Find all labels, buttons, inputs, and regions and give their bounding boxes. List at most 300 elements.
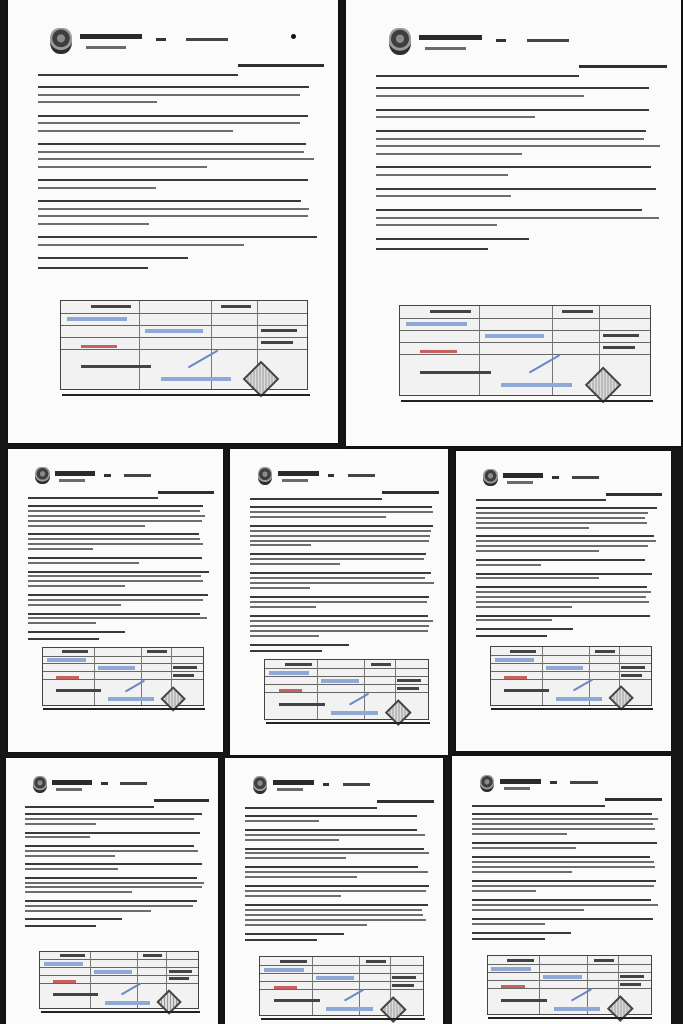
table-header-cell	[91, 305, 131, 308]
text-line	[250, 620, 433, 622]
table-cell	[556, 697, 602, 701]
text-line	[476, 615, 650, 617]
text-line	[476, 591, 652, 593]
text-line	[25, 877, 196, 879]
document-heading	[606, 493, 662, 496]
text-line	[28, 580, 203, 582]
text-line	[25, 918, 121, 920]
table-cell	[105, 1001, 150, 1005]
table-cell	[491, 967, 531, 971]
document-page-thumbnail[interactable]	[456, 451, 671, 751]
table-row	[43, 656, 203, 657]
table-cell	[321, 679, 359, 683]
text-line	[472, 932, 572, 934]
text-line	[250, 506, 432, 508]
text-line	[250, 615, 428, 617]
text-line	[472, 938, 545, 940]
text-line	[376, 130, 646, 132]
table-column	[552, 306, 553, 395]
text-line	[250, 606, 317, 608]
table-cell	[173, 666, 196, 669]
text-line	[476, 550, 600, 552]
reference-number	[348, 474, 376, 477]
text-line	[476, 573, 652, 575]
org-name	[278, 471, 319, 476]
title-line	[472, 805, 605, 807]
text-line	[472, 871, 572, 873]
text-line	[245, 885, 429, 887]
table-cell	[67, 317, 127, 321]
text-line	[28, 599, 203, 601]
text-line	[376, 95, 584, 97]
text-line	[245, 933, 344, 935]
text-line	[38, 215, 308, 217]
text-line	[28, 510, 200, 512]
text-line	[25, 891, 132, 893]
text-line	[476, 540, 657, 542]
text-line	[28, 622, 97, 624]
coat-of-arms-icon	[253, 776, 268, 793]
reference-label	[552, 476, 559, 479]
reference-number	[343, 783, 371, 786]
org-subtitle	[56, 788, 82, 791]
text-line	[28, 575, 202, 577]
org-name	[503, 473, 543, 478]
table-cell	[543, 975, 581, 979]
table-row	[260, 973, 423, 974]
coat-of-arms-icon	[483, 469, 497, 486]
text-line	[38, 179, 308, 181]
table-cell	[603, 334, 640, 337]
text-line	[245, 914, 423, 916]
text-line	[250, 553, 426, 555]
text-line	[472, 890, 536, 892]
table-cell	[501, 383, 572, 387]
text-line	[472, 861, 655, 863]
text-line	[376, 153, 522, 155]
text-line	[476, 512, 649, 514]
text-line	[472, 899, 651, 901]
text-line	[25, 882, 204, 884]
table-cell	[279, 703, 325, 706]
text-line	[472, 833, 567, 835]
text-line	[38, 257, 188, 259]
table-row	[488, 980, 651, 981]
document-page-thumbnail[interactable]	[346, 0, 681, 446]
table-cell	[603, 346, 635, 349]
table-row	[491, 663, 651, 664]
table-cell	[56, 689, 102, 692]
text-line	[38, 101, 157, 103]
text-line	[472, 909, 584, 911]
org-name	[55, 471, 95, 476]
table-column	[139, 301, 140, 389]
org-name	[419, 35, 482, 40]
table-column	[479, 306, 480, 395]
text-line	[38, 158, 314, 160]
table-cell	[161, 377, 231, 381]
text-line	[245, 857, 346, 859]
text-line	[476, 507, 657, 509]
table-cell	[554, 1007, 600, 1011]
reference-label	[156, 38, 166, 41]
text-line	[376, 238, 528, 240]
document-heading	[605, 798, 662, 801]
footer-line	[491, 708, 653, 710]
table-cell	[420, 350, 457, 353]
text-line	[376, 195, 510, 197]
text-line	[250, 525, 433, 527]
text-line	[250, 540, 429, 542]
text-line	[38, 200, 301, 202]
org-subtitle	[507, 481, 533, 484]
text-line	[38, 122, 300, 124]
reference-number	[120, 782, 147, 785]
text-line	[245, 839, 339, 841]
text-line	[250, 577, 425, 579]
text-line	[376, 209, 642, 211]
text-line	[38, 151, 304, 153]
text-line	[28, 557, 203, 559]
table-header-cell	[594, 959, 614, 962]
table-cell	[53, 980, 76, 983]
text-line	[38, 187, 156, 189]
org-name	[80, 34, 142, 39]
text-line	[476, 545, 648, 547]
table-cell	[621, 666, 644, 669]
text-line	[476, 596, 646, 598]
coat-of-arms-icon	[50, 28, 72, 54]
text-line	[472, 813, 652, 815]
text-line	[28, 613, 200, 615]
reference-number	[186, 38, 228, 41]
table-column	[94, 648, 95, 705]
text-line	[472, 847, 576, 849]
title-line	[476, 499, 606, 501]
text-line	[476, 619, 553, 621]
table-row	[40, 967, 198, 968]
text-line	[250, 544, 311, 546]
text-line	[472, 885, 654, 887]
text-line	[245, 924, 367, 926]
org-name	[52, 780, 92, 785]
text-line	[245, 871, 429, 873]
text-line	[472, 866, 655, 868]
text-line	[476, 586, 647, 588]
table-header-cell	[147, 650, 167, 653]
text-line	[38, 236, 317, 238]
coat-of-arms-icon	[35, 467, 49, 484]
table-header-cell	[595, 650, 615, 653]
text-line	[25, 836, 89, 838]
title-line	[376, 75, 579, 77]
reference-number	[572, 476, 599, 479]
text-line	[476, 564, 541, 566]
text-line	[28, 525, 146, 527]
text-line	[250, 516, 386, 518]
table-cell	[261, 341, 293, 344]
table-row	[400, 318, 650, 319]
table-row	[40, 975, 198, 976]
text-line	[472, 904, 658, 906]
text-line	[250, 535, 430, 537]
text-line	[250, 563, 341, 565]
text-line	[245, 848, 424, 850]
table-row	[491, 655, 651, 656]
table-cell	[108, 697, 154, 701]
text-line	[472, 828, 656, 830]
table-column	[539, 956, 540, 1014]
coat-of-arms-icon	[33, 776, 47, 793]
table-row	[265, 676, 428, 677]
text-line	[25, 925, 96, 927]
text-line	[28, 631, 126, 633]
text-line	[250, 625, 430, 627]
text-line	[38, 115, 308, 117]
table-header-cell	[366, 960, 386, 963]
mark-dot	[291, 34, 296, 39]
text-line	[376, 145, 660, 147]
table-row	[43, 663, 203, 664]
document-page-thumbnail[interactable]	[225, 758, 443, 1024]
table-cell	[331, 711, 377, 715]
table-cell	[406, 322, 467, 326]
footer-line	[266, 722, 430, 724]
table-column	[542, 647, 543, 704]
text-line	[250, 587, 310, 589]
text-line	[472, 880, 656, 882]
text-line	[376, 87, 649, 89]
table-column	[90, 952, 91, 1009]
coat-of-arms-icon	[480, 775, 495, 792]
text-line	[28, 515, 205, 517]
document-heading	[238, 64, 324, 67]
text-line	[25, 813, 202, 815]
text-line	[376, 116, 534, 118]
table-cell	[264, 968, 304, 972]
text-line	[472, 923, 545, 925]
table-cell	[261, 329, 297, 332]
text-line	[25, 850, 198, 852]
document-page-thumbnail[interactable]	[452, 756, 671, 1024]
text-line	[245, 919, 426, 921]
table-cell	[397, 679, 421, 682]
document-page-thumbnail[interactable]	[6, 758, 218, 1024]
org-subtitle	[59, 479, 85, 482]
table-cell	[504, 689, 550, 692]
table-cell	[546, 666, 584, 670]
document-heading	[158, 491, 214, 494]
reference-label	[496, 39, 506, 42]
table-column	[317, 660, 318, 718]
table-header-cell	[285, 663, 311, 666]
text-line	[376, 248, 488, 250]
table-row	[260, 981, 423, 982]
org-name	[273, 780, 314, 785]
table-cell	[169, 977, 190, 980]
table-cell	[47, 658, 86, 662]
text-line	[25, 818, 194, 820]
text-line	[376, 138, 643, 140]
table-row	[400, 330, 650, 331]
table-cell	[392, 976, 416, 979]
text-line	[245, 904, 428, 906]
table-cell	[169, 970, 192, 973]
text-line	[38, 223, 149, 225]
reference-label	[101, 782, 107, 785]
text-line	[376, 109, 648, 111]
text-line	[38, 130, 233, 132]
text-line	[472, 823, 653, 825]
table-cell	[326, 1007, 372, 1011]
table-cell	[504, 676, 527, 679]
title-line	[38, 74, 238, 76]
text-line	[38, 143, 306, 145]
text-line	[376, 188, 656, 190]
text-line	[28, 594, 208, 596]
text-line	[28, 617, 207, 619]
text-line	[38, 166, 207, 168]
text-line	[476, 527, 590, 529]
text-line	[250, 558, 425, 560]
table-cell	[94, 970, 131, 974]
table-cell	[274, 999, 320, 1002]
text-line	[245, 834, 425, 836]
footer-line	[43, 708, 205, 710]
footer-line	[62, 394, 310, 396]
text-line	[245, 866, 418, 868]
text-line	[28, 562, 140, 564]
org-subtitle	[504, 787, 531, 790]
text-line	[28, 548, 94, 550]
text-line	[245, 939, 318, 941]
table-cell	[274, 986, 298, 989]
text-line	[250, 650, 323, 652]
table-header-cell	[280, 960, 306, 963]
text-line	[28, 505, 204, 507]
text-line	[245, 852, 429, 854]
document-page-thumbnail[interactable]	[8, 0, 338, 443]
table-cell	[620, 975, 644, 978]
text-line	[476, 635, 548, 637]
text-line	[28, 604, 121, 606]
title-line	[25, 806, 153, 808]
table-cell	[392, 984, 413, 987]
reference-number	[527, 39, 570, 42]
table-header-cell	[62, 650, 88, 653]
table-cell	[485, 334, 544, 338]
text-line	[38, 94, 300, 96]
table-cell	[269, 671, 309, 675]
table-cell	[53, 993, 98, 996]
table-cell	[420, 371, 491, 374]
text-line	[28, 543, 203, 545]
text-line	[476, 517, 646, 519]
footer-line	[41, 1011, 200, 1013]
text-line	[250, 601, 428, 603]
table-row	[265, 668, 428, 669]
text-line	[250, 572, 431, 574]
text-line	[38, 267, 148, 269]
document-heading	[377, 800, 434, 803]
text-line	[245, 890, 426, 892]
org-subtitle	[425, 47, 466, 50]
title-line	[245, 807, 377, 809]
reference-label	[104, 474, 111, 477]
text-line	[376, 224, 496, 226]
table-cell	[145, 329, 203, 333]
text-line	[28, 538, 200, 540]
table-header-cell	[143, 954, 162, 957]
text-line	[25, 868, 118, 870]
table-cell	[81, 365, 151, 368]
text-line	[28, 571, 210, 573]
document-heading	[154, 799, 209, 802]
text-line	[472, 818, 658, 820]
text-line	[38, 86, 309, 88]
text-line	[472, 842, 657, 844]
table-cell	[44, 962, 83, 966]
title-line	[250, 498, 382, 500]
text-line	[472, 856, 650, 858]
table-cell	[501, 985, 525, 988]
table-row	[260, 965, 423, 966]
text-line	[250, 511, 433, 513]
text-line	[25, 910, 151, 912]
reference-label	[550, 781, 557, 784]
table-header-cell	[60, 954, 86, 957]
text-line	[250, 530, 432, 532]
table-row	[488, 964, 651, 965]
text-line	[28, 520, 203, 522]
table-header-cell	[562, 310, 592, 313]
footer-line	[261, 1018, 425, 1020]
reference-label	[328, 474, 335, 477]
table-column	[211, 301, 212, 389]
title-line	[28, 497, 158, 499]
text-line	[28, 638, 100, 640]
org-name	[500, 779, 541, 784]
text-line	[25, 863, 202, 865]
document-page-thumbnail[interactable]	[230, 449, 448, 755]
text-line	[25, 900, 197, 902]
table-column	[312, 957, 313, 1015]
org-subtitle	[86, 46, 126, 49]
table-row	[491, 671, 651, 672]
text-line	[376, 174, 508, 176]
document-heading	[382, 491, 439, 494]
table-row	[488, 972, 651, 973]
text-line	[250, 596, 429, 598]
text-line	[245, 829, 417, 831]
text-line	[476, 606, 573, 608]
table-cell	[279, 689, 303, 692]
table-row	[400, 354, 650, 355]
text-line	[376, 217, 659, 219]
reference-number	[570, 781, 598, 784]
reference-label	[323, 783, 330, 786]
text-line	[250, 644, 349, 646]
text-line	[476, 559, 646, 561]
document-page-thumbnail[interactable]	[8, 449, 223, 752]
table-row	[61, 337, 307, 338]
table-header-cell	[507, 959, 534, 962]
table-row	[40, 959, 198, 960]
table-cell	[173, 674, 194, 677]
table-row	[61, 325, 307, 326]
coat-of-arms-icon	[389, 28, 411, 54]
text-line	[476, 577, 600, 579]
